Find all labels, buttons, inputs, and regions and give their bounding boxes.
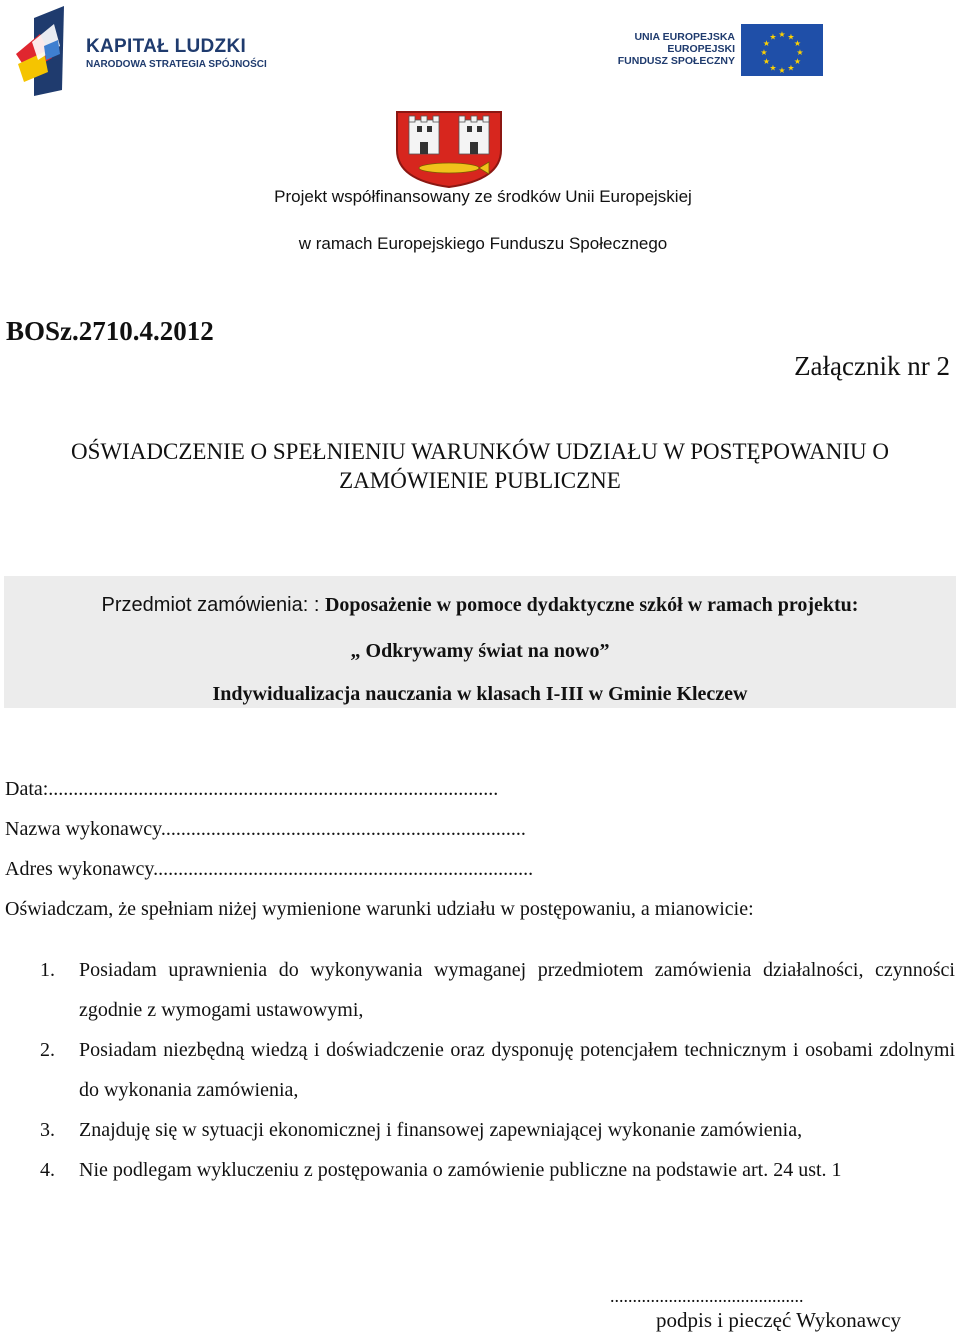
kapital-ludzki-subtitle: NARODOWA STRATEGIA SPÓJNOŚCI [86,59,267,70]
cofinancing-line-2: w ramach Europejskiego Funduszu Społecznego [298,234,668,253]
list-item-text: Posiadam uprawnienia do wykonywania wymaganej przedmiotem zamówienia działalności, czynności zgodnie z wymogami ustawowymi, [79,959,955,1021]
conditions-list [40,950,955,1190]
svg-text:★: ★ [762,57,771,66]
subject-box [4,576,956,708]
eu-line-1: UNIA EUROPEJSKA [634,31,735,43]
project-subtitle: Indywidualizacja nauczania w klasach I-III w Gminie Kleczew [212,683,748,705]
svg-text:★: ★ [760,48,768,57]
subject-line [4,594,956,617]
cofinancing-line-1: Projekt współfinansowany ze środków Unii Europejskiej [274,187,692,206]
list-item-text: Znajduję się w sytuacji ekonomicznej i finansowej zapewniającej wykonanie zamówienia, [79,1119,803,1141]
signature-label: podpis i pieczęć Wykonawcy [656,1308,902,1332]
reference-number: BOSz.2710.4.2012 [6,316,214,346]
document-title [0,437,960,495]
eu-line-2: EUROPEJSKI [667,43,735,55]
contractor-address-field[interactable]: Adres wykonawcy............................................................................ [5,858,534,880]
list-item-number: 2. [40,1039,55,1061]
svg-text:★: ★ [793,39,802,48]
title-line-2: ZAMÓWIENIE PUBLICZNE [339,468,621,493]
svg-text:★: ★ [778,66,786,75]
list-item-number: 4. [40,1159,55,1181]
svg-text:★: ★ [787,63,795,73]
project-name: „ Odkrywamy świat na nowo” [350,640,610,662]
contractor-name-field[interactable]: Nazwa wykonawcy......................................................................... [5,818,526,840]
eu-line-3: FUNDUSZ SPOŁECZNY [617,55,735,67]
svg-text:★: ★ [793,57,802,66]
list-item [40,1110,955,1150]
list-item [40,1030,955,1110]
list-item-text: Nie podlegam wykluczeniu z postępowania o zamówienie publiczne na podstawie art. 24 ust. 1 [79,1159,842,1181]
subject-value: Doposażenie w pomoce dydaktyczne szkół w ramach projektu: [324,594,859,616]
signature-line[interactable]: ........................................... [610,1286,804,1306]
date-field[interactable]: Data:.......................................................................................... [5,778,499,800]
list-item [40,950,955,1030]
title-line-1: OŚWIADCZENIE O SPEŁNIENIU WARUNKÓW UDZIAŁU W POSTĘPOWANIU O [71,439,889,464]
kapital-ludzki-title: KAPITAŁ LUDZKI [86,36,247,57]
eu-logo-text [600,31,735,67]
annex-label: Załącznik nr 2 [794,351,950,381]
svg-text:★: ★ [796,48,804,57]
svg-text:★: ★ [769,32,777,42]
list-item [40,1150,955,1190]
svg-text:★: ★ [778,30,786,39]
eu-flag-icon [741,24,823,76]
list-item-text: Posiadam niezbędną wiedzą i doświadczenie oraz dysponuję potencjałem technicznym i osobami zdolnymi do wykonania zamówienia, [79,1039,955,1101]
coat-of-arms-icon [395,110,503,188]
declaration-text: Oświadczam, że spełniam niżej wymienione warunki udziału w postępowaniu, a mianowicie: [5,898,754,920]
svg-text:★: ★ [787,32,795,42]
svg-text:★: ★ [762,39,771,48]
subject-label: Przedmiot zamówienia: : [101,594,325,616]
kapital-ludzki-emblem-icon [14,6,84,96]
svg-text:★: ★ [769,63,777,73]
list-item-number: 1. [40,959,55,981]
list-item-number: 3. [40,1119,55,1141]
